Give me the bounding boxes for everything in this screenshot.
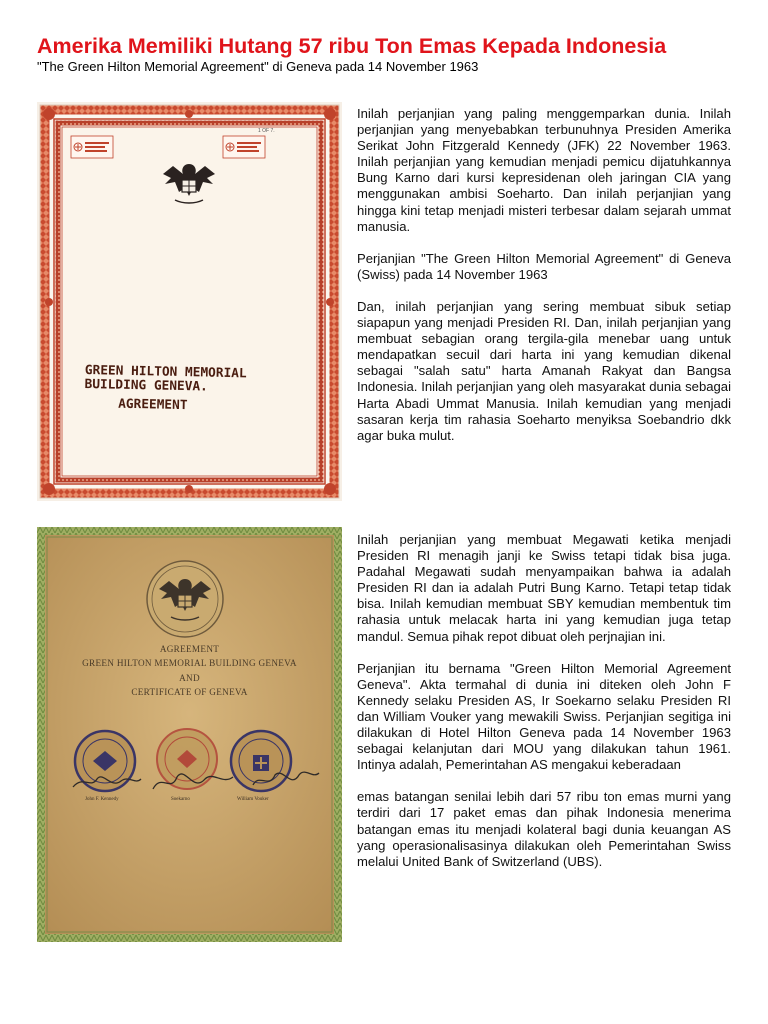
article-column-bottom (357, 532, 731, 886)
page-title: Amerika Memiliki Hutang 57 ribu Ton Emas Kepada Indonesia (37, 34, 667, 58)
article-paragraph: Inilah perjanjian yang membuat Megawati ketika menjadi Presiden RI menagih janji ke Swiss tetapi tidak bisa juga. Padahal Megawati sudah menyampaikan bahwa ia adalah Presiden RI dan ia adalah Putri Bung Karno. Tetapi tetap tidak bisa. Inilah kemudian membuat SBY kemudian membentuk tim rahasia untuk melacak harta ini yang kemudian juga tetap mandul. Semua pihak repot dibuat oleh perjnajian ini. (357, 532, 731, 644)
agreement-cover-image (37, 102, 342, 501)
signer-name-3: William Vouker (237, 797, 269, 802)
signer-name-2: Soekarno (171, 797, 190, 802)
cert-line-4: CERTIFICATE OF GENEVA (131, 687, 248, 697)
signer-name-1: John F. Kennedy (85, 797, 119, 802)
cert-line-2: GREEN HILTON MEMORIAL BUILDING GENEVA (82, 658, 297, 668)
page-subtitle: "The Green Hilton Memorial Agreement" di Geneva pada 14 November 1963 (37, 59, 479, 74)
cert-line-1: AGREEMENT (159, 644, 220, 654)
cover-line-3: AGREEMENT (118, 396, 188, 414)
article-paragraph: Inilah perjanjian yang paling menggemparkan dunia. Inilah perjanjian yang menyebabkan terbunuhnya Presiden Amerika Serikat John Fitzgerald Kennedy (JFK) 22 November 1963. Inilah perjanjian yang kemudian menjadi pemicu dijatuhkannya Bung Karno dari kursi kepresidenan oleh jaringan CIA yang menggunakan ambisi Soeharto. Dan inilah perjanjian yang hingga kini tetap menjadi misteri terbesar dalam sejarah ummat manusia. (357, 106, 731, 234)
article-paragraph: Perjanjian "The Green Hilton Memorial Agreement" di Geneva (Swiss) pada 14 November 1963 (357, 250, 731, 282)
cert-line-3: AND (179, 673, 200, 683)
article-paragraph: Perjanjian itu bernama "Green Hilton Memorial Agreement Geneva". Akta termahal di dunia ini diteken oleh John F Kennedy selaku Presiden AS, Ir Soekarno selaku Presiden RI dan William Vouker yang mewakili Swiss. Perjanjian segitiga ini dilakukan di Hotel Hilton Geneva pada 14 November 1963 sebagai kelanjutan dari MOU yang dilakukan tahun 1961. Intinya adalah, Pemerintahan AS mengakui keberadaan (357, 660, 731, 773)
certificate-paper (37, 527, 342, 942)
agreement-cover-paper (37, 102, 342, 501)
certificate-image (37, 527, 342, 942)
article-paragraph: emas batangan senilai lebih dari 57 ribu ton emas murni yang terdiri dari 17 paket emas dan pihak Indonesia menerima batangan emas itu menjadi kolateral bagi dunia keuangan AS yang operasionalisasinya dilakukan oleh Pemerintahan Swiss melalui United Bank of Switzerland (UBS). (357, 789, 731, 869)
page-marker: 1 OF 7. (258, 128, 275, 134)
article-column-top (357, 106, 731, 460)
cover-title-text (84, 364, 247, 414)
article-paragraph: Dan, inilah perjanjian yang sering membuat sibuk setiap siapapun yang menjadi Presiden RI. Dan, inilah perjanjian yang membuat sebagian orang tergila-gila menebar uang untuk mendapatkan secuil dari harta ini yang kemudian dikenal sebagai "salah satu" harta Amanah Rakyat dan Bangsa Indonesia. Inilah perjanjian yang oleh masyarakat dunia sebagai Harta Abadi Ummat Manusia. Inilah kemudian yang menjadi sasaran kerja tim rahasia Soeharto menyiksa Soebandrio dkk agar buka mulut. (357, 298, 731, 443)
cover-line-2: BUILDING GENEVA. (84, 376, 208, 395)
cover-line-1: GREEN HILTON MEMORIAL (84, 363, 247, 382)
